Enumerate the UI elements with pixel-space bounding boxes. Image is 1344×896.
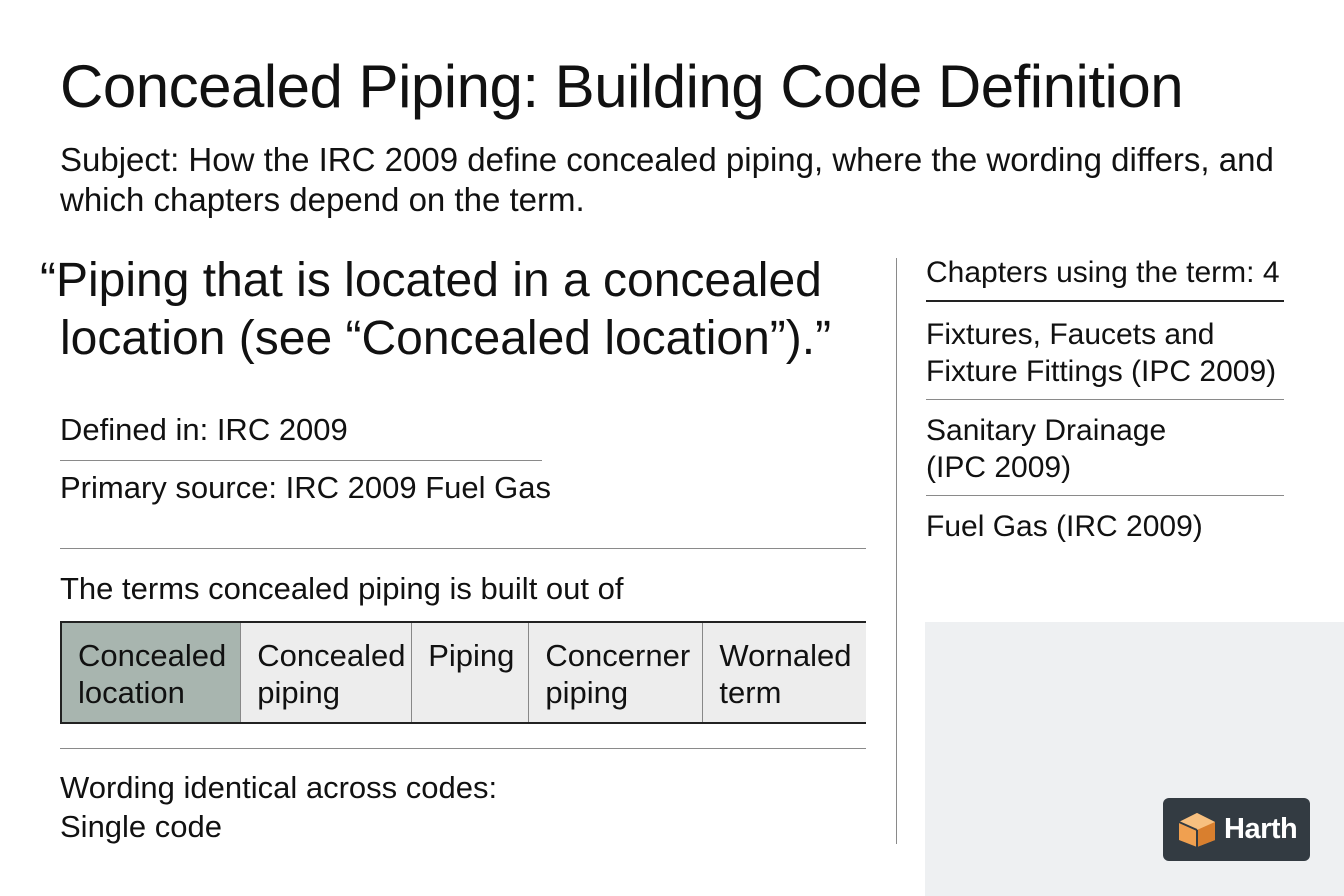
logo-text: Harth [1224,813,1298,845]
brand-logo[interactable] [1163,798,1310,861]
term-line: term [719,675,782,710]
term-cell-wornaled-term[interactable] [702,623,865,722]
chapter-line: Sanitary Drainage [926,414,1167,447]
chapter-line: Fixture Fittings (IPC 2009) [926,355,1277,388]
term-line: piping [545,675,629,710]
term-cell-concealed-piping[interactable] [240,623,411,722]
chapter-item[interactable] [926,400,1284,496]
quote-line-1: “Piping that is located in a concealed [40,254,822,307]
chapter-item[interactable] [926,304,1284,400]
term-line: Concealed [78,638,227,673]
divider [60,748,866,749]
chapter-list [926,304,1284,554]
chapter-line: (IPC 2009) [926,451,1072,484]
subject-text: Subject: How the IRC 2009 define concealed piping, where the wording differs, and which chapters depend on the term. [60,141,1274,218]
chapter-line: Fuel Gas (IRC 2009) [926,510,1203,543]
term-line: piping [257,675,340,710]
page-title: Concealed Piping: Building Code Definition [60,53,1184,120]
term-line: Wornaled [719,638,852,673]
primary-source: Primary source: IRC 2009 Fuel Gas [60,470,552,505]
term-line: Piping [428,638,515,673]
term-line: location [78,675,185,710]
terms-table [60,621,866,724]
divider [60,548,866,549]
wording-line-2: Single code [60,809,223,844]
wording-note [60,768,497,846]
box-logo-icon [1176,811,1218,849]
chapters-heading: Chapters using the term: 4 [926,256,1284,302]
definition-quote [40,252,880,368]
divider [60,460,542,461]
term-line: Concerner [545,638,691,673]
term-cell-concealed-location[interactable] [62,623,240,722]
term-cell-piping[interactable] [411,623,528,722]
column-divider [896,258,897,844]
defined-in: Defined in: IRC 2009 [60,412,348,447]
terms-heading: The terms concealed piping is built out of [60,571,624,606]
term-cell-concerner-piping[interactable] [528,623,702,722]
quote-line-2: location (see “Concealed location”).” [60,312,832,365]
chapter-line: Fixtures, Faucets and [926,318,1215,351]
chapter-item[interactable] [926,496,1284,554]
wording-line-1: Wording identical across codes: [60,770,498,805]
term-line: Concealed [257,638,406,673]
